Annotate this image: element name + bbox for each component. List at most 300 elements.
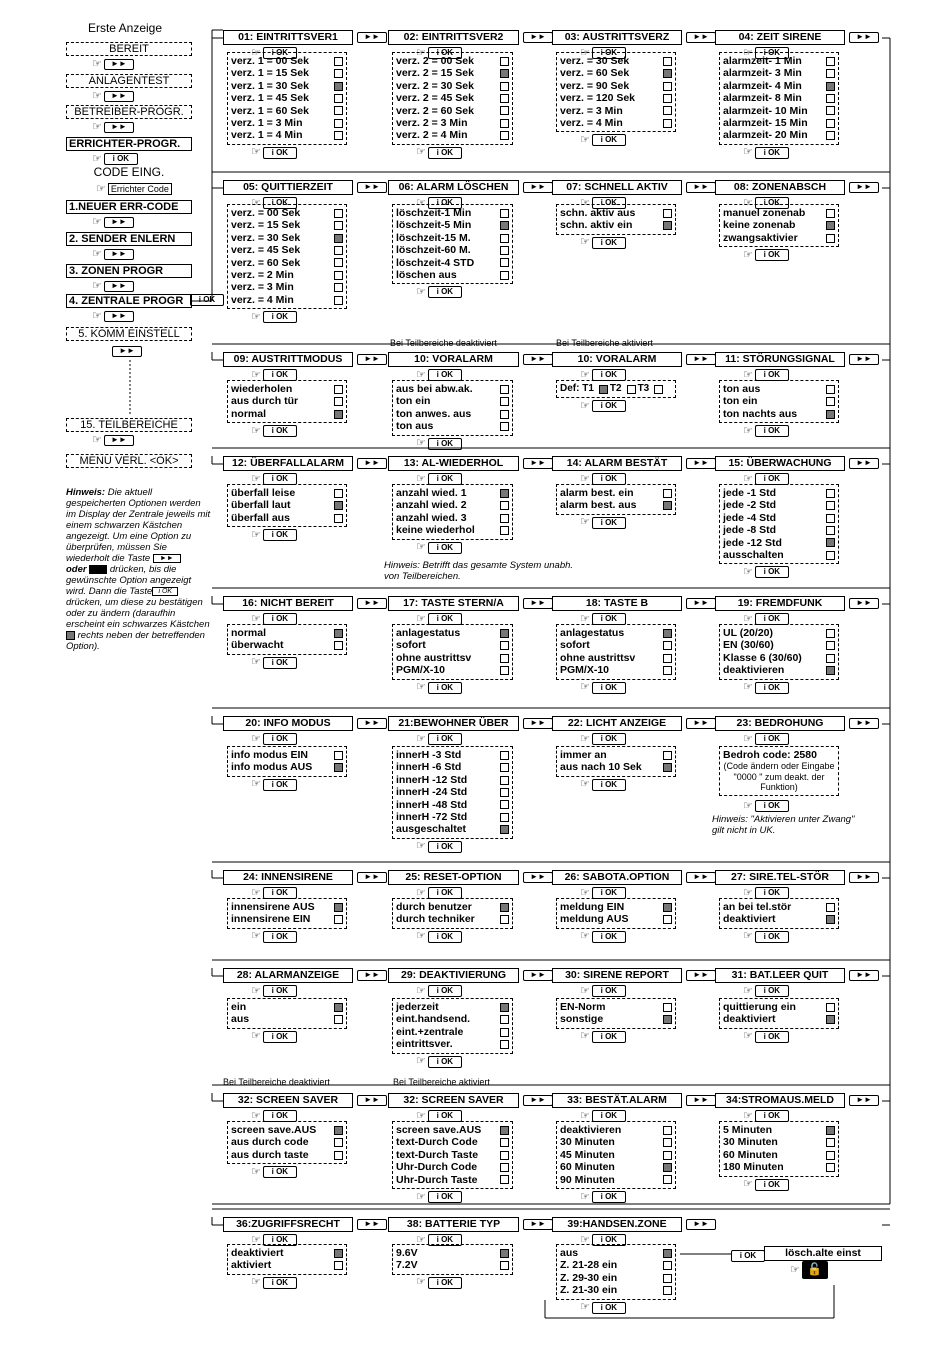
next-button[interactable]: ►► (686, 458, 716, 469)
note-text: drücken, um diese zu bestätigen oder zu ändern (daraufhin erscheint ein schwarzes Kästchen (66, 597, 210, 630)
ok-button[interactable]: i OK (592, 985, 626, 997)
next-button[interactable]: ►► (523, 32, 553, 43)
option-label: verz. 1 = 45 Sek (231, 92, 309, 105)
ok-button[interactable]: i OK (104, 153, 138, 165)
menu-title: Erste Anzeige (87, 21, 163, 35)
ok-button[interactable]: i OK (592, 887, 626, 899)
next-button[interactable]: ►► (104, 59, 134, 70)
menu-item[interactable]: 2. SENDER ENLERN (66, 232, 192, 246)
option-label: alarmzeit- 20 Min (723, 129, 808, 142)
option-label: 30 Minuten (723, 1136, 778, 1149)
tile-title: 07: SCHNELL AKTIV (552, 180, 682, 195)
option-label: verz. 1 = 4 Min (231, 129, 303, 142)
hand-pointer-icon: ☞ (92, 57, 102, 70)
ok-button[interactable]: i OK (428, 147, 462, 159)
option-label: überfall laut (231, 499, 291, 512)
option-label: eint.+zentrale (396, 1025, 464, 1038)
option-label: ausschalten (723, 549, 784, 562)
ok-button[interactable]: i OK (592, 779, 626, 791)
option-label: ton nachts aus (723, 407, 798, 420)
option-label: PGM/X-10 (560, 664, 610, 677)
tile-title: 30: SIRENE REPORT (552, 968, 682, 983)
menu-item[interactable]: BETREIBER-PROGR. (66, 105, 192, 119)
ok-button[interactable]: i OK (731, 1250, 765, 1262)
tile-title: 28: ALARMANZEIGE (223, 968, 353, 983)
ok-button[interactable]: i OK (263, 1234, 297, 1246)
tile-title: 13: AL-WIEDERHOL (388, 456, 519, 471)
hand-pointer-icon: ☞ (580, 778, 590, 791)
tile-title: 26: SABOTA.OPTION (552, 870, 682, 885)
ok-button[interactable]: i OK (263, 197, 297, 209)
tile-title: 25: RESET-OPTION (388, 870, 519, 885)
next-button[interactable]: ►► (849, 872, 879, 883)
ok-button[interactable]: i OK (592, 47, 626, 59)
ok-button[interactable]: i OK (263, 425, 297, 437)
next-button[interactable]: ►► (104, 435, 134, 446)
hand-pointer-icon: ☞ (580, 1030, 590, 1043)
tile-title: 19: FREMDFUNK (715, 596, 845, 611)
ok-button[interactable]: i OK (263, 779, 297, 791)
hand-pointer-icon: ☞ (416, 437, 426, 450)
back-key-inline (89, 565, 107, 574)
note-text: oder (66, 564, 87, 575)
next-button[interactable]: ►► (523, 1219, 553, 1230)
option-label: jede -4 Std (723, 511, 777, 524)
menu-item[interactable]: 15. TEILBEREICHE (66, 418, 192, 432)
ok-button[interactable]: i OK (263, 1277, 297, 1289)
option-label: aus (231, 1013, 250, 1026)
next-button[interactable]: ►► (104, 281, 134, 292)
tile-title: 06: ALARM LÖSCHEN (388, 180, 519, 195)
next-button[interactable]: ►► (686, 354, 716, 365)
hand-pointer-icon: ☞ (743, 368, 753, 381)
next-button[interactable]: ►► (686, 1095, 716, 1106)
option-label: verz. = 30 Sek (560, 55, 630, 67)
tile-title: 02: EINTRITTSVER2 (388, 30, 519, 45)
hand-pointer-icon: ☞ (580, 1109, 590, 1122)
hand-pointer-icon: ☞ (251, 732, 261, 745)
next-button[interactable]: ►► (357, 32, 387, 43)
hand-pointer-icon: ☞ (580, 516, 590, 529)
option-label: UL (20/20) (723, 627, 773, 639)
menu-item[interactable]: 4. ZENTRALE PROGR (66, 294, 192, 308)
hand-pointer-icon: ☞ (580, 681, 590, 694)
ok-button[interactable]: i OK (428, 1191, 462, 1203)
option-label: jede -8 Std (723, 524, 777, 537)
next-button[interactable]: ►► (357, 872, 387, 883)
option-label: löschzeit-60 M. (396, 244, 471, 257)
next-button[interactable]: ►► (686, 182, 716, 193)
note-13: Hinweis: Betrifft das gesamte System unabh. von Teilbereichen. (384, 560, 574, 582)
option-label: deaktiviert (231, 1247, 284, 1259)
hand-pointer-icon: ☞ (580, 886, 590, 899)
ok-button[interactable]: i OK (592, 400, 626, 412)
ok-button[interactable]: i OK (263, 1166, 297, 1178)
ok-button[interactable]: i OK (755, 682, 789, 694)
next-button[interactable]: ►► (104, 217, 134, 228)
menu-item[interactable]: 1.NEUER ERR-CODE (66, 200, 192, 214)
next-button[interactable]: ►► (849, 354, 879, 365)
next-button[interactable]: ►► (849, 598, 879, 609)
tile-title: 01: EINTRITTSVER1 (223, 30, 353, 45)
note-text: Hinweis: (66, 487, 106, 498)
option-label: ohne austrittsv (560, 651, 636, 664)
option-label: eintrittsver. (396, 1038, 453, 1051)
next-button[interactable]: ►► (112, 346, 142, 357)
note-text: drücken, bis die gewünschte Option angezeigt wird. Dann die Taste (66, 564, 192, 597)
option-label: deaktivieren (560, 1124, 622, 1136)
next-button[interactable]: ►► (686, 598, 716, 609)
option-label: verz. = 15 Sek (231, 219, 301, 232)
ok-button[interactable]: i OK (428, 682, 462, 694)
next-button[interactable]: ►► (686, 32, 716, 43)
ok-button[interactable]: i OK (263, 887, 297, 899)
ok-button[interactable]: i OK (755, 931, 789, 943)
option-label: screen save.AUS (396, 1124, 482, 1136)
ok-button[interactable]: i OK (428, 473, 462, 485)
ok-button[interactable]: i OK (263, 985, 297, 997)
hand-pointer-icon: ☞ (416, 368, 426, 381)
hand-pointer-icon: ☞ (580, 1233, 590, 1246)
hand-pointer-icon: ☞ (743, 565, 753, 578)
ok-button[interactable]: i OK (755, 197, 789, 209)
option-label: Uhr-Durch Taste (396, 1173, 478, 1186)
option-label: anlagestatus (560, 627, 625, 639)
ok-button[interactable]: i OK (428, 438, 462, 450)
next-button[interactable]: ►► (849, 718, 879, 729)
next-button[interactable]: ►► (357, 458, 387, 469)
next-button[interactable]: ►► (523, 718, 553, 729)
tile-title: 09: AUSTRITTMODUS (223, 352, 353, 367)
ok-button[interactable]: i OK (592, 1110, 626, 1122)
menu-item[interactable]: CODE EING. (93, 165, 165, 179)
ok-button[interactable]: i OK (755, 887, 789, 899)
ok-button[interactable]: i OK (263, 613, 297, 625)
option-label: ton aus (723, 383, 761, 395)
next-button[interactable]: ►► (357, 354, 387, 365)
hand-pointer-icon: ☞ (743, 984, 753, 997)
hand-pointer-icon: ☞ (92, 247, 102, 260)
tile-title: 18: TASTE B (552, 596, 682, 611)
ok-button[interactable]: i OK (428, 1277, 462, 1289)
clear-settings-label[interactable]: lösch.alte einst (764, 1246, 882, 1261)
ok-button[interactable]: i OK (263, 47, 297, 59)
ok-button[interactable]: i OK (592, 1234, 626, 1246)
next-button[interactable]: ►► (357, 1219, 387, 1230)
next-button[interactable]: ►► (104, 311, 134, 322)
hand-pointer-icon: ☞ (416, 930, 426, 943)
next-button[interactable]: ►► (357, 1095, 387, 1106)
ok-button[interactable]: i OK (263, 529, 297, 541)
option-label: verz. = 2 Min (231, 269, 294, 282)
hand-pointer-icon: ☞ (743, 799, 753, 812)
ok-button[interactable]: i OK (592, 931, 626, 943)
menu-item[interactable]: BEREIT (66, 42, 192, 56)
option-label: löschen aus (396, 269, 457, 282)
ok-button[interactable]: i OK (592, 1031, 626, 1043)
hand-pointer-icon: ☞ (743, 612, 753, 625)
lock-icon[interactable]: 🔓 (802, 1261, 828, 1279)
tile-title: 33: BESTÄT.ALARM (552, 1093, 682, 1108)
option-label: ein (231, 1001, 247, 1013)
option-label: ton ein (396, 395, 431, 408)
option-label: text-Durch Taste (396, 1148, 479, 1161)
ok-button[interactable]: i OK (428, 1056, 462, 1068)
option-label: verz. = 90 Sek (560, 79, 630, 92)
menu-item[interactable]: 3. ZONEN PROGR (66, 264, 192, 278)
ok-button[interactable]: i OK (428, 542, 462, 554)
option-label: überfall leise (231, 487, 296, 499)
tile-title: 36:ZUGRIFFSRECHT (223, 1217, 353, 1232)
ok-button[interactable]: i OK (428, 47, 462, 59)
ok-button[interactable]: i OK (263, 369, 297, 381)
tile-title: 31: BAT.LEER QUIT (715, 968, 845, 983)
next-button[interactable]: ►► (849, 182, 879, 193)
hand-pointer-icon: ☞ (416, 541, 426, 554)
partition-note: Bei Teilbereiche deaktiviert (223, 1077, 330, 1087)
ok-button[interactable]: i OK (190, 294, 224, 306)
tile-title: 14: ALARM BESTÄT (552, 456, 682, 471)
option-label: eint.handsend. (396, 1013, 471, 1026)
hand-pointer-icon: ☞ (251, 930, 261, 943)
ok-button[interactable]: i OK (755, 425, 789, 437)
ok-button[interactable]: i OK (263, 147, 297, 159)
ok-button[interactable]: i OK (263, 311, 297, 323)
hand-pointer-icon: ☞ (743, 1030, 753, 1043)
ok-button[interactable]: i OK (592, 613, 626, 625)
option-label: 60 Minuten (560, 1161, 615, 1174)
option-label: verz. = 4 Min (231, 293, 294, 306)
hand-pointer-icon: ☞ (251, 146, 261, 159)
menu-item[interactable]: ANLAGENTEST (66, 74, 192, 88)
duress-code[interactable]: Bedroh code: 2580 (723, 749, 817, 761)
option-label: ohne austrittsv (396, 651, 472, 664)
hand-pointer-icon: ☞ (580, 399, 590, 412)
option-label: innerH -72 Std (396, 811, 468, 824)
ok-button[interactable]: i OK (428, 613, 462, 625)
next-button[interactable]: ►► (357, 970, 387, 981)
ok-button[interactable]: i OK (428, 286, 462, 298)
ok-button[interactable]: i OK (428, 931, 462, 943)
ok-button[interactable]: i OK (428, 1234, 462, 1246)
option-label: alarm best. aus (560, 499, 637, 512)
option-label: 7.2V (396, 1259, 418, 1272)
ok-button[interactable]: i OK (592, 197, 626, 209)
option-label: alarmzeit- 8 Min (723, 92, 802, 105)
ok-button[interactable]: i OK (428, 197, 462, 209)
next-button[interactable]: ►► (523, 182, 553, 193)
next-button[interactable]: ►► (686, 872, 716, 883)
hand-pointer-icon: ☞ (580, 1190, 590, 1203)
ok-button[interactable]: i OK (592, 369, 626, 381)
partition-note: Bei Teilbereiche aktiviert (556, 338, 653, 348)
next-button[interactable]: ►► (104, 249, 134, 260)
hand-pointer-icon: ☞ (416, 46, 426, 59)
ok-button[interactable]: i OK (592, 1191, 626, 1203)
next-button[interactable]: ►► (104, 91, 134, 102)
menu-item[interactable]: ERRICHTER-PROGR. (66, 137, 192, 151)
ok-button[interactable]: i OK (263, 1110, 297, 1122)
ok-button[interactable]: i OK (592, 733, 626, 745)
next-button[interactable]: ►► (523, 970, 553, 981)
ok-button[interactable]: i OK (428, 887, 462, 899)
hand-pointer-icon: ☞ (580, 930, 590, 943)
option-label: aus durch code (231, 1136, 309, 1149)
next-button[interactable]: ►► (523, 872, 553, 883)
ok-button[interactable]: i OK (428, 369, 462, 381)
option-label: info modus EIN (231, 749, 308, 761)
hand-pointer-icon: ☞ (251, 656, 261, 669)
ok-button[interactable]: i OK (592, 1302, 626, 1314)
option-label: verz. 1 = 60 Sek (231, 104, 309, 117)
next-button[interactable]: ►► (104, 122, 134, 133)
instruction-note (66, 487, 212, 652)
next-button[interactable]: ►► (849, 458, 879, 469)
option-label: verz. = 3 Min (560, 104, 623, 117)
tile-title: 03: AUSTRITTSVERZ (552, 30, 682, 45)
option-label: ton anwes. aus (396, 407, 472, 420)
next-button[interactable]: ►► (523, 598, 553, 609)
ok-button[interactable]: i OK (755, 369, 789, 381)
hand-pointer-icon: ☞ (580, 196, 590, 209)
ok-button[interactable]: i OK (263, 733, 297, 745)
option-label: verz. = 45 Sek (231, 244, 301, 257)
option-label: verz. 2 = 30 Sek (396, 79, 474, 92)
tile-title: 15: ÜBERWACHUNG (715, 456, 845, 471)
option-label: alarmzeit- 15 Min (723, 117, 808, 130)
next-button[interactable]: ►► (849, 32, 879, 43)
next-button[interactable]: ►► (686, 970, 716, 981)
option-label: innerH -3 Std (396, 749, 462, 761)
partition-note: Bei Teilbereiche aktiviert (393, 1077, 490, 1087)
option-label: meldung AUS (560, 913, 629, 926)
ok-button[interactable]: i OK (755, 1110, 789, 1122)
ok-button[interactable]: i OK (755, 733, 789, 745)
hand-pointer-icon: ☞ (251, 1276, 261, 1289)
tile-title: 16: NICHT BEREIT (223, 596, 353, 611)
ok-key-inline: i OK (152, 587, 178, 596)
tile-title: 17: TASTE STERN/A (388, 596, 519, 611)
hand-pointer-icon: ☞ (251, 424, 261, 437)
hand-pointer-icon: ☞ (790, 1263, 800, 1276)
menu-item[interactable]: MENU VERL. <OK> (66, 454, 192, 468)
next-button[interactable]: ►► (357, 598, 387, 609)
ok-button[interactable]: i OK (428, 733, 462, 745)
option-label: sonstige (560, 1013, 604, 1026)
ok-button[interactable]: i OK (755, 566, 789, 578)
hand-pointer-icon: ☞ (251, 310, 261, 323)
next-button[interactable]: ►► (357, 182, 387, 193)
next-button[interactable]: ►► (523, 354, 553, 365)
hand-pointer-icon: ☞ (251, 46, 261, 59)
option-label: verz. = 00 Sek (231, 207, 301, 219)
ok-button[interactable]: i OK (755, 613, 789, 625)
option-label: 60 Minuten (723, 1148, 778, 1161)
ok-button[interactable]: i OK (592, 473, 626, 485)
option-label: innerH -6 Std (396, 761, 462, 774)
ok-button[interactable]: i OK (263, 1031, 297, 1043)
ok-button[interactable]: i OK (755, 473, 789, 485)
hand-pointer-icon: ☞ (251, 778, 261, 791)
option-label: verz. 1 = 3 Min (231, 117, 303, 130)
hand-pointer-icon: ☞ (743, 732, 753, 745)
hand-pointer-icon: ☞ (251, 472, 261, 485)
option-label: sofort (560, 639, 590, 652)
ok-button[interactable]: i OK (263, 931, 297, 943)
ok-button[interactable]: i OK (263, 473, 297, 485)
tile-title: 32: SCREEN SAVER (223, 1093, 353, 1108)
option-label: Uhr-Durch Code (396, 1161, 478, 1174)
next-button[interactable]: ►► (849, 970, 879, 981)
ok-button[interactable]: i OK (592, 237, 626, 249)
next-button[interactable]: ►► (357, 718, 387, 729)
tile-title: 39:HANDSEN.ZONE (552, 1217, 682, 1232)
hand-pointer-icon: ☞ (251, 528, 261, 541)
option-label: Z. 21-28 ein (560, 1259, 618, 1272)
option-label: an bei tel.stör (723, 901, 792, 913)
option-label: aus bei abw.ak. (396, 383, 473, 395)
ok-button[interactable]: i OK (755, 800, 789, 812)
option-label: verz. = 60 Sek (231, 256, 301, 269)
t3-label: T3 (637, 383, 650, 394)
ok-button[interactable]: i OK (755, 147, 789, 159)
option-label: quittierung ein (723, 1001, 796, 1013)
hand-pointer-icon: ☞ (743, 1178, 753, 1191)
t2-label: T2 (609, 383, 622, 394)
note-text: rechts neben der betreffenden Option). (66, 630, 205, 652)
hand-pointer-icon: ☞ (580, 984, 590, 997)
ok-button[interactable]: i OK (755, 985, 789, 997)
next-button[interactable]: ►► (849, 1095, 879, 1106)
hand-pointer-icon: ☞ (580, 133, 590, 146)
menu-item[interactable]: 5. KOMM EINSTELL (66, 327, 192, 341)
ok-button[interactable]: i OK (755, 249, 789, 261)
ok-button[interactable]: i OK (755, 1031, 789, 1043)
next-button[interactable]: ►► (686, 1219, 716, 1230)
option-label: deaktiviert (723, 913, 776, 926)
hand-pointer-icon: ☞ (92, 279, 102, 292)
hand-pointer-icon: ☞ (416, 1190, 426, 1203)
tile-title: 10: VORALARM (552, 352, 682, 367)
option-label: Z. 21-30 ein (560, 1284, 618, 1297)
option-label: ausgeschaltet (396, 823, 467, 836)
hand-pointer-icon: ☞ (416, 1233, 426, 1246)
hand-pointer-icon: ☞ (580, 368, 590, 381)
next-button[interactable]: ►► (523, 458, 553, 469)
next-button[interactable]: ►► (523, 1095, 553, 1106)
next-button[interactable]: ►► (686, 718, 716, 729)
hand-pointer-icon: ☞ (416, 732, 426, 745)
ok-button[interactable]: i OK (428, 1110, 462, 1122)
option-label: verz. 1 = 30 Sek (231, 79, 309, 92)
ok-button[interactable]: i OK (592, 134, 626, 146)
ok-button[interactable]: i OK (428, 985, 462, 997)
option-label: jederzeit (396, 1001, 439, 1013)
option-label: immer an (560, 749, 607, 761)
hand-pointer-icon: ☞ (743, 681, 753, 694)
tile-title: 27: SIRE.TEL-STÖR (715, 870, 845, 885)
ok-button[interactable]: i OK (592, 682, 626, 694)
hand-pointer-icon: ☞ (416, 886, 426, 899)
ok-button[interactable]: i OK (755, 1179, 789, 1191)
ok-button[interactable]: i OK (592, 517, 626, 529)
hand-pointer-icon: ☞ (743, 1109, 753, 1122)
ok-button[interactable]: i OK (263, 657, 297, 669)
option-label: manuel zonenab (723, 207, 806, 219)
hand-pointer-icon: ☞ (743, 196, 753, 209)
ok-button[interactable]: i OK (428, 841, 462, 853)
ok-button[interactable]: i OK (755, 47, 789, 59)
